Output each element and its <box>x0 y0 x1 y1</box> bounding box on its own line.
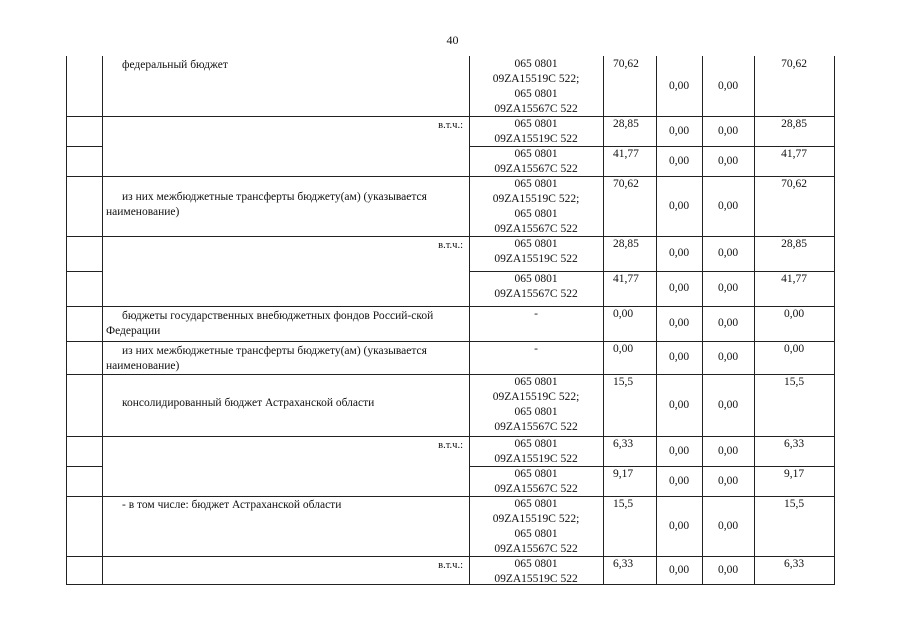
value-total-1: 15,5 <box>613 498 634 510</box>
budget-code-line: 09ZA15519C 522 <box>494 573 578 584</box>
row-label: в.т.ч.: <box>438 120 463 131</box>
value-3: 0,00 <box>717 154 739 167</box>
budget-table <box>66 56 834 584</box>
value-total-1: 6,33 <box>613 438 634 450</box>
value-2: 0,00 <box>668 199 690 212</box>
value-3: 0,00 <box>717 247 739 259</box>
budget-code <box>469 177 603 236</box>
budget-code-line: - <box>534 308 538 320</box>
budget-code-line: 065 0801 <box>514 528 558 540</box>
budget-code-line: 09ZA15519C 522 <box>494 453 578 465</box>
table-rule <box>469 584 835 585</box>
value-3: 0,00 <box>717 317 739 329</box>
budget-code-line: 09ZA15567C 522 <box>494 223 578 235</box>
row-label: в.т.ч.: <box>438 440 463 451</box>
budget-code-line: 09ZA15567C 522 <box>494 483 578 495</box>
value-total-4: 28,85 <box>781 118 807 130</box>
table-rule <box>66 116 469 117</box>
table-rule <box>66 56 67 584</box>
budget-code-line: 065 0801 <box>514 178 558 190</box>
budget-code <box>469 307 603 341</box>
budget-code-line: 065 0801 <box>514 148 558 160</box>
budget-code-line: 09ZA15519C 522 <box>494 253 578 265</box>
budget-code <box>469 437 603 466</box>
budget-code-line: 065 0801 <box>514 208 558 220</box>
value-3: 0,00 <box>717 474 739 487</box>
table-rule <box>66 496 469 497</box>
budget-code-line: 065 0801 <box>514 58 558 70</box>
row-label: бюджеты государственных внебюджетных фондов Россий-ской Федерации <box>106 310 434 337</box>
value-total-4: 70,62 <box>781 58 807 70</box>
table-rule <box>66 306 469 307</box>
budget-code-line: 065 0801 <box>514 238 558 250</box>
value-2: 0,00 <box>668 79 690 92</box>
value-total-4: 0,00 <box>783 308 805 320</box>
value-total-1: 0,00 <box>613 343 634 355</box>
budget-code-line: 065 0801 <box>514 406 558 418</box>
table-rule <box>66 146 102 147</box>
budget-code-line: 065 0801 <box>514 468 558 480</box>
value-3: 0,00 <box>717 398 739 411</box>
value-3: 0,00 <box>717 79 739 92</box>
value-2: 0,00 <box>668 154 690 167</box>
table-rule <box>66 466 102 467</box>
budget-code <box>469 467 603 496</box>
budget-code-line: 09ZA15519C 522; <box>492 391 580 403</box>
value-total-1: 6,33 <box>613 558 634 570</box>
value-total-4: 15,5 <box>783 498 805 510</box>
value-2: 0,00 <box>668 563 690 576</box>
budget-code-line: 09ZA15567C 522 <box>494 288 578 300</box>
value-3: 0,00 <box>717 563 739 576</box>
value-2: 0,00 <box>668 351 690 363</box>
value-3: 0,00 <box>717 124 739 137</box>
table-rule <box>66 176 469 177</box>
row-label: в.т.ч.: <box>438 560 463 571</box>
value-2: 0,00 <box>668 474 690 487</box>
value-total-1: 0,00 <box>613 308 634 320</box>
value-total-4: 70,62 <box>781 178 807 190</box>
budget-code-line: 065 0801 <box>514 438 558 450</box>
value-3: 0,00 <box>717 282 739 294</box>
value-total-1: 41,77 <box>613 148 639 160</box>
page-number: 40 <box>446 33 459 47</box>
budget-code-line: 065 0801 <box>514 376 558 388</box>
value-total-4: 0,00 <box>783 343 805 355</box>
value-total-1: 28,85 <box>613 118 639 130</box>
value-total-1: 9,17 <box>613 468 634 480</box>
value-2: 0,00 <box>668 519 690 532</box>
budget-code-line: 09ZA15519C 522; <box>492 193 580 205</box>
value-total-1: 70,62 <box>613 58 639 70</box>
value-2: 0,00 <box>668 247 690 259</box>
budget-code <box>469 117 603 146</box>
row-label: федеральный бюджет <box>122 59 228 71</box>
budget-code <box>469 375 603 436</box>
table-rule <box>102 56 103 584</box>
value-total-1: 70,62 <box>613 178 639 190</box>
budget-code-line: 065 0801 <box>514 273 558 285</box>
budget-code <box>469 557 603 584</box>
value-2: 0,00 <box>668 124 690 137</box>
value-3: 0,00 <box>717 199 739 212</box>
budget-code-line: 09ZA15567C 522 <box>494 421 578 433</box>
budget-code-line: 065 0801 <box>514 498 558 510</box>
budget-code <box>469 497 603 556</box>
budget-code-line: - <box>534 343 538 355</box>
budget-code-line: 09ZA15567C 522 <box>494 103 578 115</box>
value-total-4: 9,17 <box>783 468 805 480</box>
value-2: 0,00 <box>668 282 690 294</box>
value-total-4: 15,5 <box>783 376 805 388</box>
table-rule <box>66 584 469 585</box>
table-rule <box>66 271 102 272</box>
value-total-4: 6,33 <box>783 558 805 570</box>
budget-code <box>469 237 603 271</box>
table-rule <box>834 56 835 584</box>
row-label: - в том числе: бюджет Астраханской области <box>122 499 342 511</box>
value-2: 0,00 <box>668 444 690 457</box>
budget-code <box>469 147 603 176</box>
table-rule <box>66 556 469 557</box>
budget-code <box>469 272 603 306</box>
value-total-1: 28,85 <box>613 238 639 250</box>
value-total-1: 15,5 <box>613 376 634 388</box>
value-total-1: 41,77 <box>613 273 639 285</box>
row-label: в.т.ч.: <box>438 240 463 251</box>
budget-code-line: 065 0801 <box>514 88 558 100</box>
budget-code-line: 065 0801 <box>514 558 558 570</box>
row-label: консолидированный бюджет Астраханской области <box>122 397 375 409</box>
row-label: из них межбюджетные трансферты бюджету(ам) (указывается наименование) <box>106 345 427 372</box>
budget-code-line: 09ZA15519C 522 <box>494 133 578 145</box>
value-total-4: 6,33 <box>783 438 805 450</box>
value-3: 0,00 <box>717 444 739 457</box>
budget-code <box>469 57 603 116</box>
value-3: 0,00 <box>717 351 739 363</box>
budget-code-line: 09ZA15567C 522 <box>494 163 578 175</box>
budget-code-line: 065 0801 <box>514 118 558 130</box>
value-total-4: 28,85 <box>781 238 807 250</box>
value-2: 0,00 <box>668 398 690 411</box>
value-total-4: 41,77 <box>781 148 807 160</box>
budget-code-line: 09ZA15519C 522; <box>492 513 580 525</box>
budget-code-line: 09ZA15519C 522; <box>492 73 580 85</box>
budget-code-line: 09ZA15567C 522 <box>494 543 578 555</box>
value-2: 0,00 <box>668 317 690 329</box>
budget-code <box>469 342 603 374</box>
value-total-4: 41,77 <box>781 273 807 285</box>
value-3: 0,00 <box>717 519 739 532</box>
row-label: из них межбюджетные трансферты бюджету(ам) (указывается наименование) <box>106 191 427 218</box>
